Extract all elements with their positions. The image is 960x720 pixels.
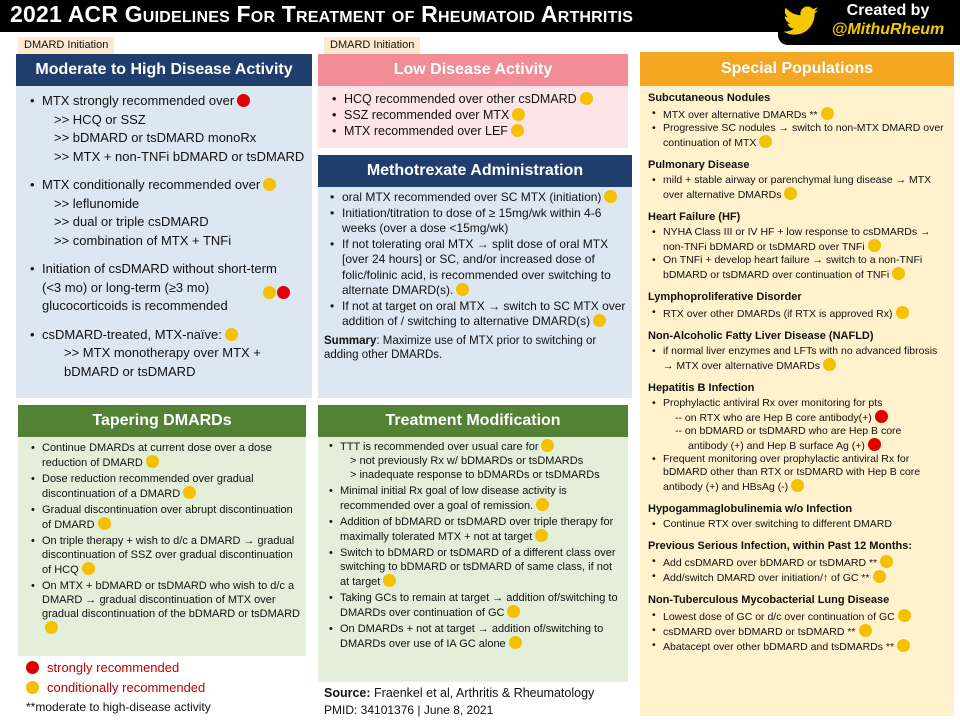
list-item: • Continue RTX over switching to different DMARD (648, 518, 948, 531)
section-heading: Heart Failure (HF) (648, 211, 741, 223)
conditional-dot-icon (859, 624, 872, 637)
conditional-dot-icon (26, 681, 39, 694)
legend-note: **moderate to high-disease activity (26, 700, 211, 714)
list-subitem: >> MTX + non-TNFi bDMARD or tsDMARD (54, 148, 305, 164)
list-item: • Continue DMARDs at current dose over a dose reduction of DMARD (26, 441, 300, 470)
list-item: • Frequent monitoring over prophylactic antiviral Rx for bDMARD other than RTX or tsDMARD with Hep B core antibody (+) and HBsAg (-) (648, 453, 948, 494)
list-subitem: >> HCQ or SSZ (54, 111, 146, 127)
list-subitem: > not previously Rx w/ bDMARDs or tsDMARDs (350, 455, 584, 467)
list-item: • Dose reduction recommended over gradual discontinuation of a DMARD (26, 472, 300, 501)
dot-pair (260, 284, 290, 303)
list-item: • If not tolerating oral MTX → split dose of oral MTX [over 24 hours] or SC, and/or increased dose of folic/folinic acid, is recommended over switching to alternate DMARD(s). (324, 237, 626, 299)
conditional-dot-icon (383, 574, 396, 587)
conditional-dot-icon (897, 639, 910, 652)
conditional-dot-icon (593, 314, 606, 327)
author-handle[interactable]: @MithuRheum (831, 21, 945, 38)
list-item: • Initiation/titration to dose of ≥ 15mg/wk within 4-6 weeks (over a dose <15mg/wk) (324, 206, 626, 237)
conditional-dot-icon (263, 286, 276, 299)
list-item: • Gradual discontinuation over abrupt discontinuation of DMARD (26, 503, 300, 532)
list-subitem: >> MTX monotherapy over MTX + bDMARD or tsDMARD (64, 345, 261, 379)
created-by-label: Created by (846, 2, 930, 19)
pmid-line: PMID: 34101376 | June 8, 2021 (324, 703, 494, 717)
section-heading: Lymphoproliferative Disorder (648, 291, 802, 303)
conditional-dot-icon (225, 328, 238, 341)
list-item: • On TNFi + develop heart failure → switch to a non-TNFi bDMARD or tsDMARD over continuation of TNFi (648, 254, 948, 282)
strong-dot-icon (868, 438, 881, 451)
conditional-dot-icon (880, 555, 893, 568)
strong-dot-icon (26, 661, 39, 674)
mtx-summary: Summary: Maximize use of MTX prior to switching or adding other DMARDs. (324, 334, 597, 361)
list-item: • RTX over other DMARDs (if RTX is approved Rx) (648, 306, 948, 321)
conditional-dot-icon (896, 306, 909, 319)
tapering-header: Tapering DMARDs (18, 405, 306, 437)
conditional-dot-icon (512, 108, 525, 121)
list-subitem: > inadequate response to bDMARDs or tsDMARDs (350, 469, 600, 481)
conditional-dot-icon (580, 92, 593, 105)
treatment-mod-panel (318, 437, 628, 682)
section-heading: Non-Tuberculous Mycobacterial Lung Disease (648, 594, 890, 606)
list-item: • Abatacept over other bDMARD and tsDMARDs ** (648, 639, 948, 654)
conditional-dot-icon (507, 605, 520, 618)
list-item: • MTX strongly recommended over (24, 92, 306, 111)
list-item: • Prophylactic antiviral Rx over monitoring for pts (648, 397, 948, 410)
list-item: • mild + stable airway or parenchymal lung disease → MTX over alternative DMARDs (648, 174, 948, 202)
list-subitem: antibody (+) and Hep B surface Ag (+) (648, 438, 948, 453)
list-item: • SSZ recommended over MTX (326, 107, 622, 123)
list-item: • On MTX + bDMARD or tsDMARD who wish to d/c a DMARD → gradual discontinuation of MTX over gradual discontinuation of the bDMARD or tsDMARD (26, 579, 300, 636)
page-title: 2021 ACR Guidelines For Treatment of Rheumatoid Arthritis (10, 1, 634, 27)
legend-conditional: conditionally recommended (26, 680, 205, 695)
conditional-dot-icon (98, 517, 111, 530)
list-item: • Minimal initial Rx goal of low disease activity is recommended over a goal of remission. (324, 484, 624, 513)
low-activity-header: Low Disease Activity (318, 54, 628, 86)
list-item: • csDMARD over bDMARD or tsDMARD ** (648, 624, 948, 639)
conditional-dot-icon (791, 479, 804, 492)
conditional-dot-icon (823, 358, 836, 371)
section-heading: Pulmonary Disease (648, 159, 750, 171)
strong-dot-icon (277, 286, 290, 299)
conditional-dot-icon (82, 562, 95, 575)
list-item: • Taking GCs to remain at target → addition of/switching to DMARDs over continuation of GC (324, 591, 624, 620)
conditional-dot-icon (604, 190, 617, 203)
list-item: • Progressive SC nodules → switch to non-MTX DMARD over continuation of MTX (648, 122, 948, 150)
tapering-panel (18, 437, 306, 656)
list-subitem: -- on bDMARD or tsDMARD who are Hep B core (675, 425, 902, 437)
section-heading: Subcutaneous Nodules (648, 92, 771, 104)
source-line: Source: Fraenkel et al, Arthritis & Rheumatology (324, 686, 595, 700)
conditional-dot-icon (821, 107, 834, 120)
strong-dot-icon (875, 410, 888, 423)
list-subitem: >> leflunomide (54, 195, 140, 211)
list-item: • Lowest dose of GC or d/c over continuation of GC (648, 609, 948, 624)
list-subitem: >> bDMARD or tsDMARD monoRx (54, 130, 257, 145)
section-heading: Hypogammaglobulinemia w/o Infection (648, 503, 853, 515)
conditional-dot-icon (536, 498, 549, 511)
dmard-initiation-tag: DMARD Initiation (324, 37, 420, 54)
list-item: • On triple therapy + wish to d/c a DMARD → gradual discontinuation of SSZ over gradual discontinuation of HCQ (26, 534, 300, 577)
list-item: • if normal liver enzymes and LFTs with no advanced fibrosis → MTX over alternative DMARDs (648, 345, 948, 373)
list-subitem: >> dual or triple csDMARD (54, 214, 209, 229)
mtx-admin-header: Methotrexate Administration (318, 155, 632, 187)
list-item: • NYHA Class III or IV HF + low response to csDMARDs → non-TNFi bDMARD or tsDMARD over TNFi (648, 226, 948, 254)
conditional-dot-icon (541, 439, 554, 452)
special-pop-header: Special Populations (640, 52, 954, 86)
dmard-initiation-tag: DMARD Initiation (18, 37, 114, 54)
low-activity-panel (318, 86, 628, 148)
list-item: • On DMARDs + not at target → addition of/switching to DMARDs over use of IA GC alone (324, 622, 624, 651)
conditional-dot-icon (535, 529, 548, 542)
conditional-dot-icon (759, 135, 772, 148)
list-item: • oral MTX recommended over SC MTX (initiation) (324, 190, 626, 206)
conditional-dot-icon (784, 187, 797, 200)
list-item: • csDMARD-treated, MTX-naïve: (24, 326, 306, 345)
list-item: • MTX recommended over LEF (326, 123, 622, 139)
list-item: • If not at target on oral MTX → switch to SC MTX over addition of / switching to alternative DMARD(s) (324, 299, 626, 330)
list-subitem: >> combination of MTX + TNFi (54, 232, 232, 248)
legend-strong: strongly recommended (26, 660, 179, 675)
section-heading: Non-Alcoholic Fatty Liver Disease (NAFLD) (648, 330, 874, 342)
twitter-bird-icon (782, 6, 820, 38)
treatment-mod-header: Treatment Modification (318, 405, 628, 437)
list-item: • HCQ recommended over other csDMARD (326, 91, 622, 107)
list-item: • Add csDMARD over bDMARD or tsDMARD ** (648, 555, 948, 570)
section-heading: Previous Serious Infection, within Past 12 Months: (648, 540, 913, 552)
list-item: • Switch to bDMARD or tsDMARD of a different class over switching to bDMARD or tsDMARD of same class, if not at target (324, 546, 624, 589)
conditional-dot-icon (263, 178, 276, 191)
conditional-dot-icon (873, 570, 886, 583)
special-pop-panel (640, 86, 954, 716)
strong-dot-icon (237, 94, 250, 107)
mod-high-panel (16, 86, 312, 398)
conditional-dot-icon (183, 486, 196, 499)
list-item: • Initiation of csDMARD without short-term (<3 mo) or long-term (≥3 mo) glucocorticoids is recommended (24, 260, 306, 316)
list-item: • TTT is recommended over usual care for (324, 439, 624, 454)
section-heading: Hepatitis B Infection (648, 382, 755, 394)
conditional-dot-icon (146, 455, 159, 468)
list-subitem: -- on RTX who are Hep B core antibody(+) (648, 410, 948, 425)
list-item: • MTX conditionally recommended over (24, 176, 306, 195)
conditional-dot-icon (892, 267, 905, 280)
list-item: • Addition of bDMARD or tsDMARD over triple therapy for maximally tolerated MTX + not at target (324, 515, 624, 544)
list-item: • MTX over alternative DMARDs ** (648, 107, 948, 122)
mtx-admin-panel (318, 187, 632, 398)
conditional-dot-icon (898, 609, 911, 622)
mod-high-header: Moderate to High Disease Activity (16, 54, 312, 86)
conditional-dot-icon (509, 636, 522, 649)
conditional-dot-icon (868, 239, 881, 252)
conditional-dot-icon (511, 124, 524, 137)
list-item: • Add/switch DMARD over initiation/↑ of GC ** (648, 570, 948, 585)
conditional-dot-icon (45, 621, 58, 634)
conditional-dot-icon (456, 283, 469, 296)
